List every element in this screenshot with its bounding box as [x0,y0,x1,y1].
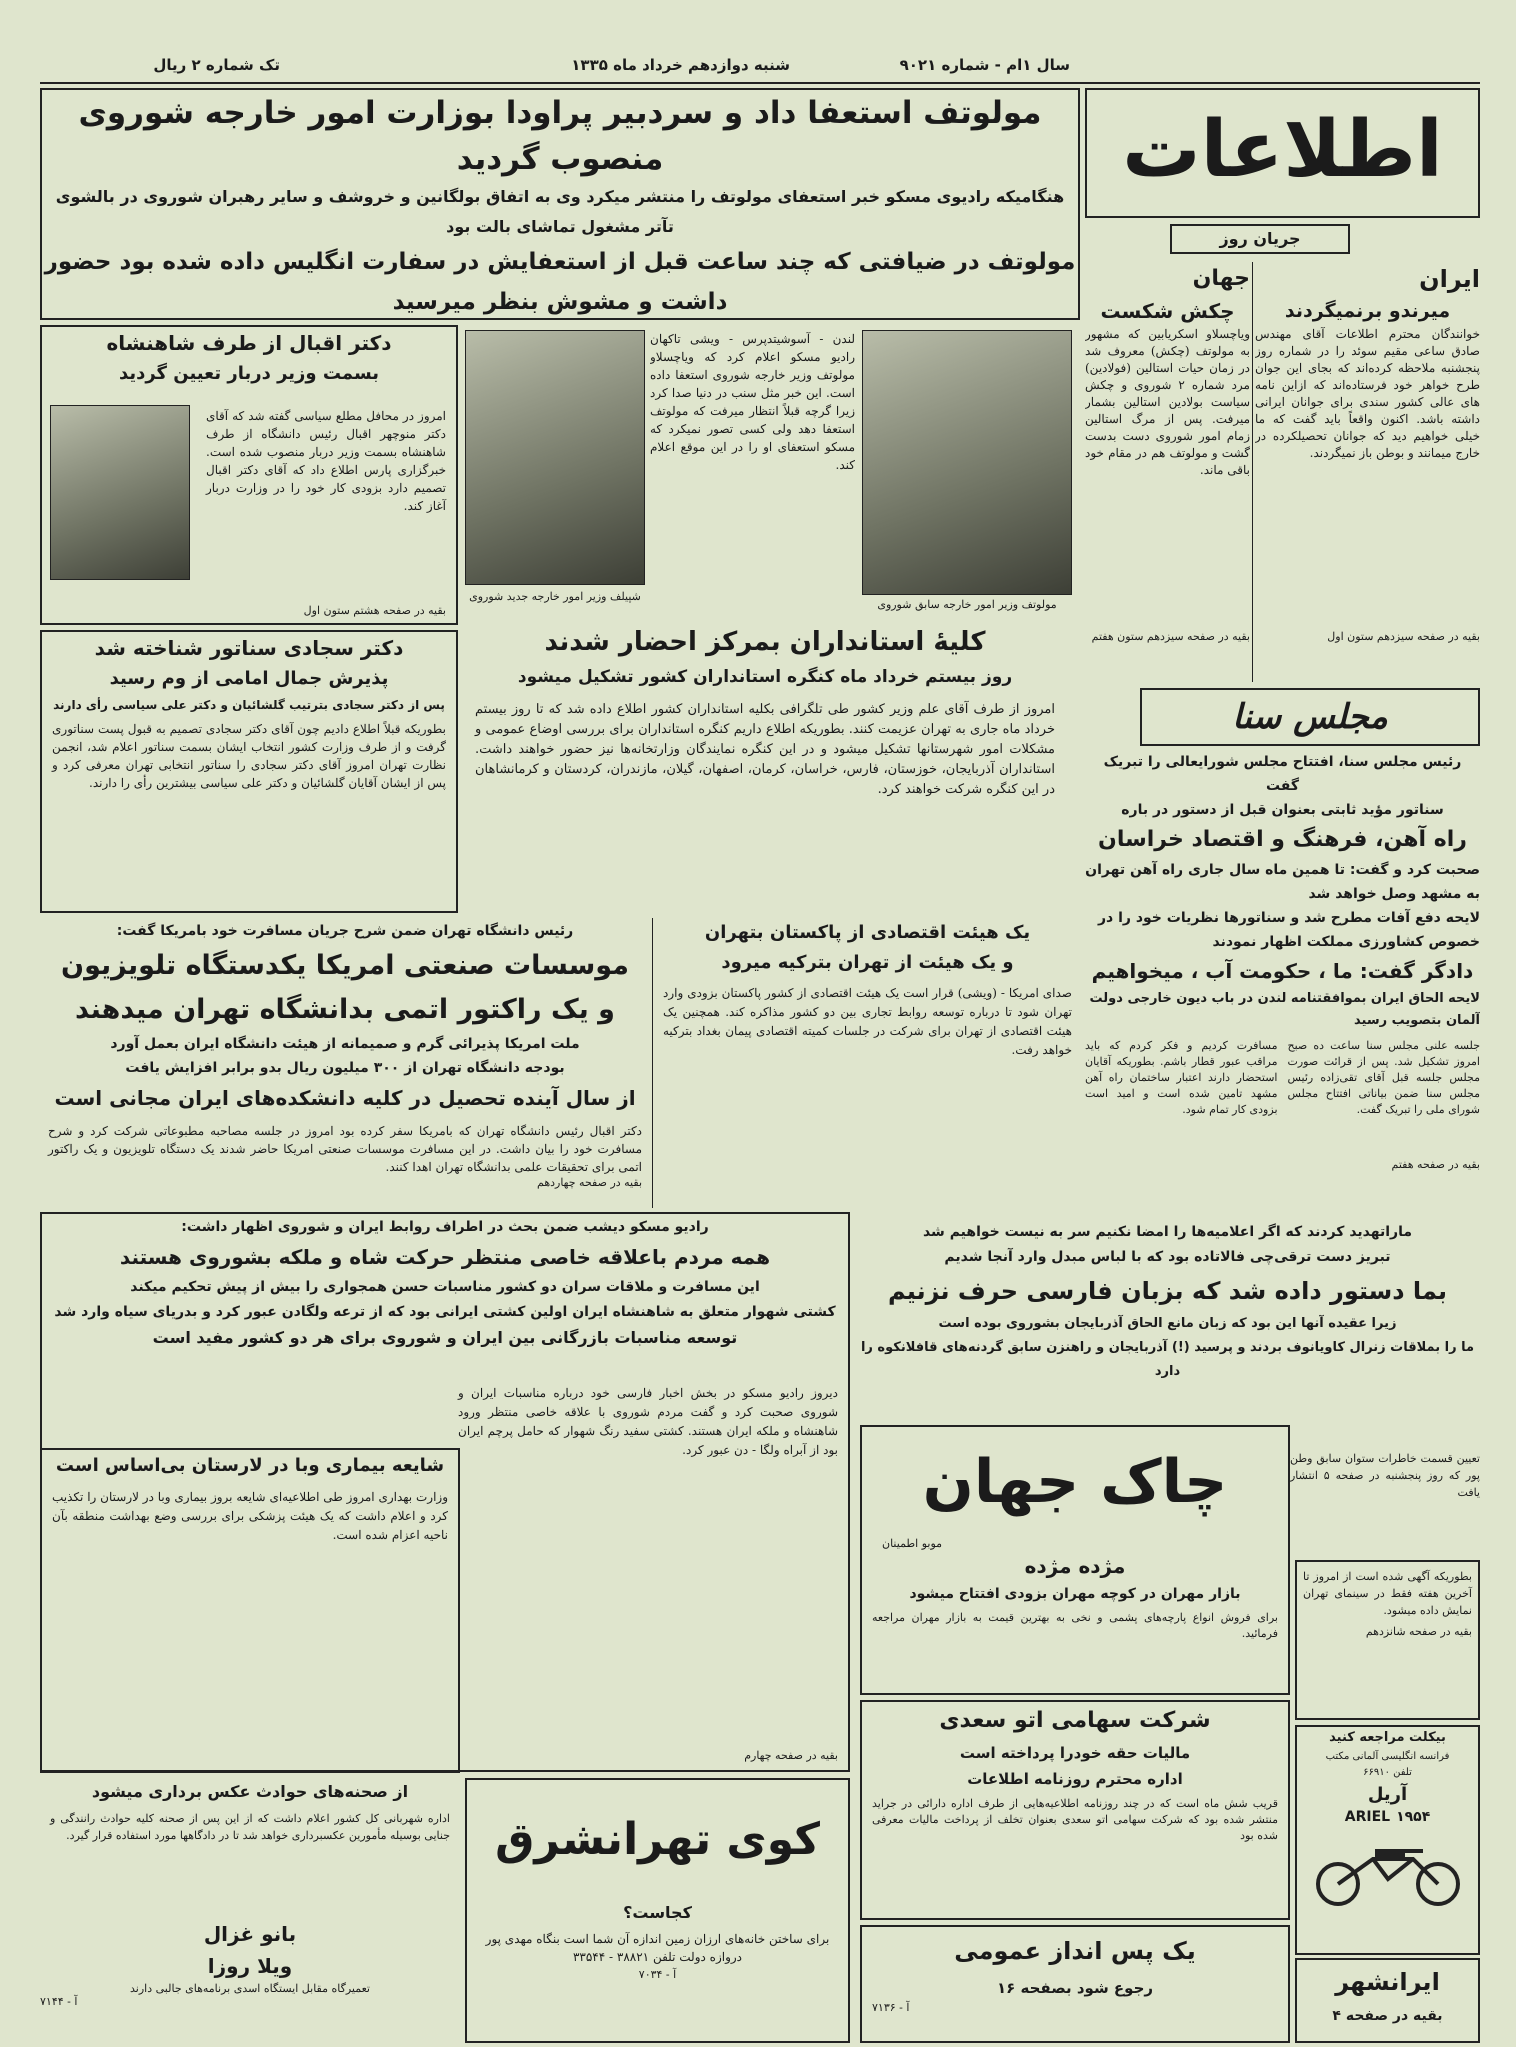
chak-ad [860,1425,1290,1695]
chak-tag: موبو اطمینان [882,1537,943,1550]
caption-shepilov: شپیلف وزیر امور خارجه جدید شوروی [469,590,641,603]
sajjadi-story [40,630,458,913]
motorcycle-icon [1303,1829,1473,1909]
koy-code: آ - ۷۰۳۴ [638,1968,677,1981]
governors-story [465,622,1065,912]
sajjadi-subhead: پس از دکتر سجادی بترتیب گلشائیان و دکتر علی سیاسی رأی دارند [53,698,445,712]
masthead-box [1085,88,1480,218]
savings-code: آ - ۷۱۳۶ [872,2001,910,2014]
ariel-sub: فرانسه انگلیسی آلمانی مکتب [1325,1751,1450,1762]
iran-footer: بقیه در صفحه سیزدهم ستون اول [1327,630,1480,643]
senate-logo [1140,688,1480,746]
radio-headline-4: توسعه مناسبات بازرگانی بین ایران و شوروی برای هر دو کشور مفید است [152,1328,738,1347]
banu-title: بانو غزال [203,1922,297,1946]
iranshahr-box [1295,1958,1480,2043]
senate-p4: لایحه الحاق ایران بموافقتنامه لندن در باب دیون خارجی دولت آلمان بتصویب رسید [1089,991,1480,1028]
main-line-1: هنگامیکه رادیوی مسکو خبر استعفای مولوتف را منتشر میکرد وی به اتفاق بولگانین و خروشف و سایر رهبران شوروی در بالشوی تآتر مشغول تماشای بالت بود [55,187,1065,236]
sajjadi-headline-1: دکتر سجادی سناتور شناخته شد [94,636,404,660]
main-story [40,88,1080,320]
ariel-year: ۱۹۵۴ [1396,1809,1431,1825]
senate-headline-3: راه آهن، فرهنگ و اقتصاد خراسان [1098,827,1467,852]
rumor-headline: شایعه بیماری وبا در لارستان بی‌اساس است [55,1455,445,1476]
ariel-ad [1295,1725,1480,1955]
shahvan-footer: بقیه در صفحه شانزدهم [1365,1625,1472,1638]
koy-q: کجاست؟ [623,1903,692,1922]
chak-small: برای فروش انواع پارچه‌های پشمی و نخی به بهترین قیمت به بازار مهران مراجعه فرمائید. [872,1611,1278,1640]
saham-text: قریب شش ماه است که در چند روزنامه اطلاعیه‌هایی از طرف اداره دارائی در جراید منتشر شده بود که شرکت سهامی اتو سعدی بعنوان تخلف از پرداخت مالیات معرفی شده بود [872,1797,1278,1842]
governors-subhead: روز بیستم خرداد ماه کنگره استانداران کشور تشکیل میشود [517,667,1013,687]
dateline-year-issue: سال ۱ام - شماره ۹۰۲۱ [899,56,1070,74]
photo-eqbal [50,405,190,580]
radio-headline-2: این مسافرت و ملاقات سران دو کشور مناسبات حسن همجواری را بیش از پیش تحکیم میکند [130,1279,760,1295]
ariel-model: ARIEL [1344,1809,1391,1825]
tv-subhead-1: ملت امریکا پذیرائی گرم و صمیمانه از هیئت دانشگاه ایران بعمل آورد [110,1036,580,1052]
senate-p2: لایحه دفع آفات مطرح شد و سناتورها نظریات خود را در خصوص کشاورزی مملکت اظهار نمودند [1097,910,1480,950]
shahvan-text: بطوریکه آگهی شده است از امروز تا آخرین هفته فقط در سینمای تهران نمایش داده میشود. [1303,1570,1472,1617]
iran-section: ایران [1419,265,1480,293]
col-divider [1252,262,1253,682]
main-headline: مولوتف استعفا داد و سردبیر پراودا بوزارت امور خارجه شوروی منصوب گردید [78,95,1042,177]
saham-line-2: اداره محترم روزنامه اطلاعات [967,1770,1183,1788]
dateline [40,52,1480,80]
leaflets-headline-5: ما را بملاقات زنرال کاویانوف بردند و پرسید (!) آذربایجان و راهنزن سابق گردنه‌های قافلانکوه را دارد [860,1340,1475,1379]
dateline-date: شنبه دوازدهم خرداد ماه ۱۳۳۵ [571,56,790,74]
eqbal-footer: بقیه در صفحه هشتم ستون اول [303,604,446,617]
rumor-text: وزارت بهداری امروز طی اطلاعیه‌ای شایعه بروز بیماری وبا در لارستان را تکذیب کرد و اعلام داشت که یک هیئت پزشکی برای بررسی وضع بهداشت منطقه بآن ناحیه اعزام شده است. [52,1490,448,1542]
chak-logo: چاک جهان [922,1447,1228,1517]
governors-headline: کلیهٔ استانداران بمرکز احضار شدند [544,627,986,657]
world-section: جهان [1192,266,1250,291]
iran-headline: میرندو برنمیگردند [1284,300,1451,322]
leaflets-headline-2: تبریز دست ترقی‌چی فالاتاده بود که با لباس مبدل وارد آنجا شدیم [944,1249,1391,1265]
pakistan-divider [652,918,653,1208]
iran-column [1255,262,1480,682]
radio-kicker: رادیو مسکو دیشب ضمن بحث در اطراف روابط ایران و شوروی اظهار داشت: [181,1219,709,1235]
world-column [1085,262,1250,682]
shahvan-box [1295,1560,1480,1720]
tv-subhead-2: بودجه دانشگاه تهران از ۳۰۰ میلیون ریال بدو برابر افزایش یافت [125,1060,565,1076]
saham-line-1: مالیات حقه خودرا پرداخته است [959,1744,1191,1762]
wire-text: لندن - آسوشیتدپرس - ویشی تاکهان رادیو مسکو اعلام کرد که ویاچسلاو مولوتف وزیر خارجه شوروی استعفا داده است. این خبر مثل سنب در دنیا صدا کرد زیرا گرچه قبلاً انتظار میرفت که مولوتف استعفا دهد ولی کسی تصور نمیکرد که مسکو استعفای او را در این موقع اعلام کند. [650,332,855,472]
senate-logo-text: مجلس سنا [1232,697,1388,737]
koy-ad [465,1778,850,2043]
leaflets-story [855,1220,1480,1450]
senate-p3: دادگر گفت: ما ، حکومت آب ، میخواهیم [1091,959,1474,983]
radio-footer: بقیه در صفحه چهارم [744,1749,838,1762]
radio-headline-3: کشتی شهوار متعلق به شاهنشاه ایران اولین کشتی ایرانی بود که از ترعه ولگادن عبور کرد و بدریای سیاه وارد شد [54,1304,836,1320]
leaflets-headline-1: ماراتهدید کردند که اگر اعلامیه‌ها را امضا نکنیم سر به نیست خواهیم شد [922,1224,1413,1240]
ariel-line: بیکلت مراجعه کنید [1329,1730,1446,1745]
dateline-price: تک شماره ۲ ریال [153,56,280,74]
tv-text: دکتر اقبال رئیس دانشگاه تهران که بامریکا سفر کرده بود امروز در جلسه مصاحبه مطبوعاتی شرکت کرد و شرح مسافرت خود را بیان داشت. در این مسافرت موسسات صنعتی امریکا حاضر شدند یک دستگاه تلویزیون و یک راکتور اتمی برای تحقیقات علمی بدانشگاه تهران اهدا کنند. [48,1124,642,1174]
photo-ban-text: اداره شهربانی کل کشور اعلام داشت که از این پس از صحنه کلیه حوادث رانندگی و جنایی بوسیله مأمورین عکسبرداری خواهد شد تا در دادگاهها مورد استفاده قرار گیرد. [50,1812,450,1842]
eqbal-headline-1: دکتر اقبال از طرف شاهنشاه [106,331,392,355]
world-footer: بقیه در صفحه سیزدهم ستون هفتم [1091,630,1250,643]
tv-subhead-3: از سال آینده تحصیل در کلیه دانشکده‌های ایران مجانی است [54,1086,636,1110]
radio-text: دیروز رادیو مسکو در بخش اخبار فارسی خود درباره مناسبات ایران و شوروی صحبت کرد و گفت مردم شوروی با علاقه خاصی منتظر ورود شاهنشاه و ملکه ایران هستند. کشتی سفید رنگ شهوار که حامل پرچم ایران بود از آبراه ولگا - دن عبور کرد. [458,1386,838,1457]
world-text: ویاچسلاو اسکریابین که مشهور به مولوتف (چکش) معروف شد در زمان حیات استالین (فولادین) مرد شماره ۲ شوروی و چکش سیاست بولادین استالین بشمار میرفت. پس از مرگ استالین زمام امور شوروی دست بدست گشت و مولوتف هم در مقام خود باقی ماند. [1085,327,1250,477]
banu-code: آ - ۷۱۴۴ [40,1995,78,2008]
pakistan-text: صدای امریکا - (ویشی) قرار است یک هیئت اقتصادی از کشور پاکستان بزودی وارد تهران شود تا درباره توسعه روابط تجاری بین دو کشور مذاکره کند. همچنین یک هیئت اقتصادی از تهران برای شرکت در جلسات کمیته اقتصادی پیمان بغداد بترکیه خواهد رفت. [663,986,1072,1057]
iran-text: خوانندگان محترم اطلاعات آقای مهندس صادق ساعی مقیم سوئد را در شماره روز پنجشنبه ملاحظه کرده‌اند که بجای این جوان طرح خواهر خود فرستاده‌اند که ازاین نامه های عالی کشور سندی برای جوانان ایرانی داشته باشد. اکنون واقعاً باید گفت که ما خیلی خواهیم دید که جوانان تحصیلکرده در خارج میمانند و بوطن باز نمیگردند. [1255,327,1480,460]
senate-footer: بقیه در صفحه هفتم [1391,1158,1480,1171]
savings-sub: رجوع شود بصفحه ۱۶ [996,1979,1154,1997]
pakistan-headline-2: و یک هیئت از تهران بترکیه میرود [721,952,1014,973]
leaflets-footer: تعیین قسمت خاطرات ستوان سابق وطن پور که روز پنجشنبه در صفحه ۵ انتشار یافت [1290,1452,1480,1499]
iranshahr-title: ایرانشهر [1335,1968,1440,1996]
chak-text: بازار مهران در کوچه مهران بزودی افتتاح میشود [909,1586,1241,1602]
senate-p1: صحبت کرد و گفت: تا همین ماه سال جاری راه آهن تهران به مشهد وصل خواهد شد [1085,862,1480,902]
senate-headline-2: سناتور مؤید ثابتی بعنوان قبل از دستور در باره [1121,802,1444,818]
leaflets-headline-4: زیرا عقیده آنها این بود که زبان مانع الحاق آذربایجان بشوروی بوده است [938,1316,1397,1331]
chak-mojdeh: مژده مژده [1024,1554,1126,1578]
masthead-title: اطلاعات [1122,105,1443,195]
senate-headline-1: رئیس مجلس سنا، افتتاح مجلس شورایعالی را تبریک گفت [1103,754,1462,794]
pakistan-headline-1: یک هیئت اقتصادی از پاکستان بتهران [704,922,1031,943]
senate-col-text: مسافرت کردیم و فکر کردم که باید مراقب عبور قطار باشم. بطوریکه آقایان استحضار دارند اعتبار ساختمان راه آهن مشهد تامین شده است و امید است بزودی کار تمام شود. [1085,1039,1278,1116]
dateline-rule [40,82,1480,84]
senate-text: جلسه علنی مجلس سنا ساعت ده صبح امروز تشکیل شد. پس از قرائت صورت مجلس جلسه قبل آقای تقی‌زاده رئیس مجلس سنا ضمن بیاناتی افتتاح مجلس شورای ملی را تبریک گفت. [1287,1039,1480,1116]
caption-molotov: مولوتف وزیر امور خارجه سابق شوروی [877,598,1057,611]
radio-headline-1: همه مردم باعلاقه خاصی منتظر حرکت شاه و ملکه بشوروی هستند [119,1245,771,1269]
daily-label: جریان روز [1170,224,1350,254]
ariel-phone: تلفن ۶۶۹۱۰ [1363,1767,1412,1778]
photo-ban-story [40,1778,460,1918]
rumor-story [40,1448,460,1773]
governors-text: امروز از طرف آقای علم وزیر کشور طی تلگرافی بکلیه استانداران کشور اطلاع داده شد که تا روز بیستم خرداد ماه جاری به تهران عزیمت کنند. بطوریکه اطلاع داریم کنگره استانداران برای بررسی اوضاع عمومی و مشکلات امور شهرستانها تشکیل میشود و در این کنگره نمایندگان وزارتخانه‌ها نیز حضور خواهند داشت. استانداران آذربایجان، خوزستان، فارس، خراسان، کرمان، اصفهان، گیلان، مازندران، کردستان و کرمانشاهان در این کنگره شرکت خواهند کرد. [475,702,1055,797]
tv-kicker: رئیس دانشگاه تهران ضمن شرح جریان مسافرت خود بامریکا گفت: [116,923,574,939]
tv-headline-2: و یک راکتور اتمی بدانشگاه تهران میدهند [75,994,615,1025]
sajjadi-text: بطوریکه قبلاً اطلاع دادیم چون آقای دکتر سجادی تصمیم به قبول پست سناتوری گرفت و از طرف وزارت کشور انتخاب ایشان بسمت سناتور اعلام شد، انجمن نظارت تهران امروز آقای دکتر سجادی را سناتور انتخابی تهران معرفی کرد و پس از ایشان آقایان گلشائیان و دکتر علی سیاسی بیشترین رأی را دارند. [52,722,446,790]
savings-title: یک پس انداز عمومی [954,1937,1196,1965]
iranshahr-sub: بقیه در صفحه ۴ [1332,2008,1443,2024]
banu-ad [40,1918,460,2043]
photo-molotov [862,330,1072,595]
senate-story [1085,750,1480,1245]
eqbal-text: امروز در محافل مطلع سیاسی گفته شد که آقای دکتر منوچهر اقبال رئیس دانشگاه از طرف شاهنشاه بسمت وزیر دربار منصوب شده است. خبرگزاری پارس اطلاع داد که آقای دکتر اقبال تصمیم دارد بزودی کار خود را در وزارت دربار آغاز کند. [206,409,446,513]
savings-ad [860,1925,1290,2043]
photo-shepilov [465,330,645,585]
leaflets-headline-3: بما دستور داده شد که بزبان فارسی حرف نزنیم [887,1277,1448,1305]
main-line-2: مولوتف در ضیافتی که چند ساعت قبل از استعفایش در سفارت انگلیس داده شده بود حضور داشت و مشوش بنظر میرسید [44,249,1076,315]
sajjadi-headline-2: پذیرش جمال امامی از وم رسید [109,668,389,689]
ariel-title: آریل [1367,1784,1408,1805]
banu-subtitle: ویلا روزا [207,1954,293,1978]
saham-title: شرکت سهامی اتو سعدی [939,1708,1211,1733]
world-headline: چکش شکست [1100,299,1235,323]
koy-text: برای ساختن خانه‌های ارزان زمین اندازه آن شما است بنگاه مهدی پور دروازه دولت تلفن ۳۸۸۲۱ - ۳۳۵۴۴ [485,1932,830,1964]
saham-ad [860,1700,1290,1920]
tv-headline-1: موسسات صنعتی امریکا یکدستگاه تلویزیون [61,950,629,981]
tv-footer: بقیه در صفحه چهاردهم [537,1176,642,1189]
pakistan-story [655,918,1080,1208]
photo-ban-headline: از صحنه‌های حوادث عکس برداری میشود [91,1782,409,1801]
banu-small: تعمیرگاه مقابل ایستگاه اسدی برنامه‌های جالبی دارند [130,1982,370,1995]
eqbal-headline-2: بسمت وزیر دربار تعیین گردید [118,363,380,384]
koy-title: کوی تهرانشرق [495,1814,820,1865]
